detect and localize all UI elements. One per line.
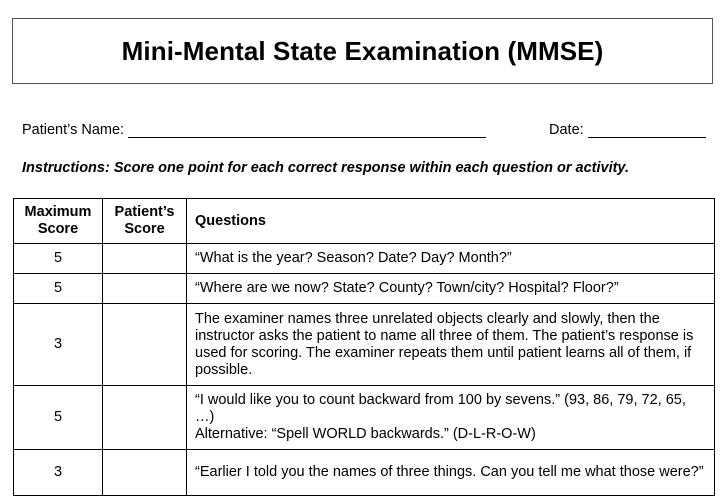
table-row [14,244,715,274]
table-row [14,274,715,304]
question-cell: The examiner names three unrelated objects clearly and slowly, then the instructor asks the patient to name all three of them. The patient’s response is used for scoring. The examiner repeats them until patient learns all of them, if possible. [187,304,715,386]
header-patient-line1: Patient’s [114,204,175,220]
instructions: Instructions: Score one point for each correct response within each question or activity. [22,160,629,176]
table-row [14,386,715,450]
question-cell: “Earlier I told you the names of three things. Can you tell me what those were?” [187,450,715,496]
patient-name-row [22,122,486,138]
patient-score-cell[interactable] [103,304,187,386]
title-box [12,18,713,84]
max-score-cell: 5 [14,244,103,274]
header-patient-line2: Score [124,221,165,237]
patient-score-cell[interactable] [103,244,187,274]
page-title: Mini-Mental State Examination (MMSE) [121,35,604,66]
table-row [14,450,715,496]
patient-score-cell[interactable] [103,386,187,450]
question-cell: “Where are we now? State? County? Town/city? Hospital? Floor?” [187,274,715,304]
table-row [14,304,715,386]
patient-score-cell[interactable] [103,274,187,304]
question-alternative: Alternative: “Spell WORLD backwards.” (D-L-R-O-W) [195,426,536,442]
header-max-line1: Maximum [24,204,92,220]
date-label: Date: [549,122,584,138]
header-maximum-score [14,199,103,244]
max-score-cell: 5 [14,386,103,450]
table-header-row [14,199,715,244]
header-questions: Questions [187,199,715,244]
question-cell: “What is the year? Season? Date? Day? Month?” [187,244,715,274]
max-score-cell: 3 [14,304,103,386]
max-score-cell: 5 [14,274,103,304]
header-max-line2: Score [37,221,79,237]
header-patient-score [103,199,187,244]
patient-name-field[interactable] [128,122,486,138]
patient-score-cell[interactable] [103,450,187,496]
max-score-cell: 3 [14,450,103,496]
question-text: “I would like you to count backward from 100 by sevens.” (93, 86, 79, 72, 65, …) [195,392,686,425]
mmse-table [13,198,715,496]
date-field[interactable] [588,122,706,138]
patient-name-label: Patient’s Name: [22,122,125,138]
date-row [549,122,706,138]
question-cell [187,386,715,450]
